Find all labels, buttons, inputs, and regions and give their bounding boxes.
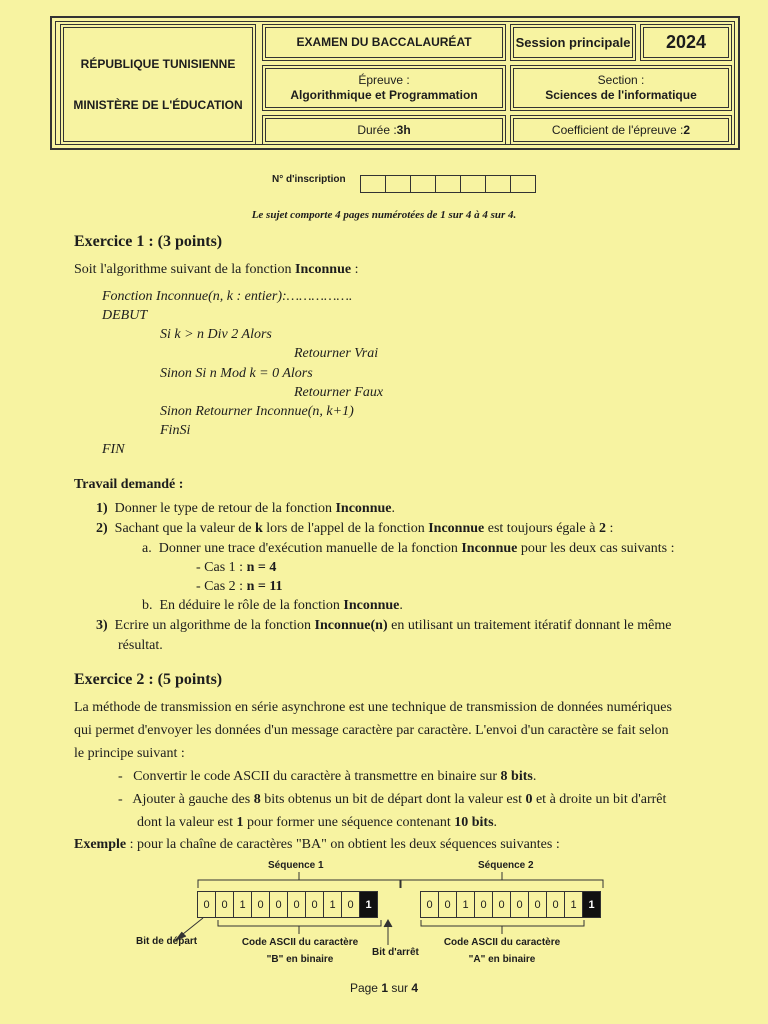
start-bit-label: Bit de départ [136,936,198,947]
exam-title: EXAMEN DU BACCALAURÉAT [296,35,472,49]
case-2: - Cas 2 : n = 11 [196,579,283,594]
coef-label: Coefficient de l'épreuve : [551,122,684,137]
sequence-1-label: Séquence 1 [268,860,324,871]
question-3-cont: résultat. [118,638,163,653]
stop-bit: 1 [359,891,378,918]
ex1-intro: Soit l'algorithme suivant de la fonction Inconnue : [74,262,359,277]
epreuve-label: Épreuve : [358,73,410,87]
sequence-1-bits [197,891,377,918]
exercise-1-title: Exercice 1 : (3 points) [74,233,223,250]
page-footer: Page 1 sur 4 [349,981,419,995]
bit: 0 [510,891,529,918]
ex2-para-3: le principe suivant : [74,746,185,761]
algo-line-3: Si k > n Div 2 Alors [160,327,272,342]
a-code-label-1: Code ASCII du caractère [443,937,561,948]
algo-line-2: DEBUT [102,308,148,323]
bit: 1 [233,891,252,918]
bit: 0 [546,891,565,918]
bit: 1 [323,891,342,918]
sequence-2-bits [420,891,600,918]
bit: 0 [287,891,306,918]
question-2b: b. En déduire le rôle de la fonction Inconnue. [142,598,403,613]
bit: 1 [456,891,475,918]
page-count-note: Le sujet comporte 4 pages numérotées de 1 sur 4 à 4 sur 4. [251,209,517,221]
algo-line-5: Sinon Si n Mod k = 0 Alors [160,366,313,381]
bit: 0 [215,891,234,918]
coef-value: 2 [683,122,691,137]
bit: 0 [528,891,547,918]
bit: 0 [197,891,216,918]
a-code-label-2: "A" en binaire [468,954,536,965]
algo-line-4: Retourner Vrai [294,346,379,361]
bit: 0 [420,891,439,918]
b-code-label-1: Code ASCII du caractère [241,937,359,948]
stop-bit: 1 [582,891,601,918]
algo-line-9: FIN [102,442,125,457]
bullet-2-cont: dont la valeur est 1 pour former une séquence contenant 10 bits. [137,815,498,830]
ex2-para-1: La méthode de transmission en série asynchrone est une technique de transmission de données numériques [74,700,672,715]
ministry-name: MINISTÈRE DE L'ÉDUCATION [73,97,243,112]
bullet-2: - Ajouter à gauche des 8 bits obtenus un bit de départ dont la valeur est 0 et à droite un bit d'arrêt [118,792,667,807]
algo-line-7: Sinon Retourner Inconnue(n, k+1) [160,404,354,419]
algo-line-1: Fonction Inconnue(n, k : entier):……………. [102,289,353,304]
ex2-para-2: qui permet d'envoyer les données d'un message caractère par caractère. L'envoi d'un caractère se fait selon [74,723,669,738]
question-3: 3) Ecrire un algorithme de la fonction Inconnue(n) en utilisant un traitement itératif donnant le même [96,618,672,633]
bit: 0 [492,891,511,918]
bit: 0 [438,891,457,918]
question-1: 1) Donner le type de retour de la fonction Inconnue. [96,501,396,516]
bit: 1 [564,891,583,918]
travail-heading: Travail demandé : [74,477,184,492]
session-label: Session principale [515,35,631,50]
inscription-label: N° d'inscription [272,174,346,185]
question-2a: a. Donner une trace d'exécution manuelle de la fonction Inconnue pour les deux cas suivants : [142,541,675,556]
bit: 0 [269,891,288,918]
bit: 0 [251,891,270,918]
algo-line-6: Retourner Faux [294,385,384,400]
year: 2024 [665,32,707,52]
bit: 0 [305,891,324,918]
exercise-2-title: Exercice 2 : (5 points) [74,671,223,688]
sequence-2-label: Séquence 2 [478,860,534,871]
b-code-label-2: "B" en binaire [266,954,334,965]
bit: 0 [341,891,360,918]
algo-line-8: FinSi [160,423,191,438]
epreuve-name: Algorithmique et Programmation [290,88,478,102]
bit: 0 [474,891,493,918]
section-label: Section : [597,73,645,87]
bullet-1: - Convertir le code ASCII du caractère à transmettre en binaire sur 8 bits. [118,769,537,784]
case-1: - Cas 1 : n = 4 [196,560,277,575]
country-name: RÉPUBLIQUE TUNISIENNE [80,56,236,71]
example-line: Exemple : pour la chaîne de caractères "BA" on obtient les deux séquences suivantes : [74,837,560,852]
duree-label: Durée : [357,122,397,137]
section-name: Sciences de l'informatique [545,88,697,102]
question-2: 2) Sachant que la valeur de k lors de l'appel de la fonction Inconnue est toujours égale à 2 : [96,521,614,536]
duree-value: 3h [396,122,411,137]
stop-bit-label: Bit d'arrêt [372,947,419,958]
